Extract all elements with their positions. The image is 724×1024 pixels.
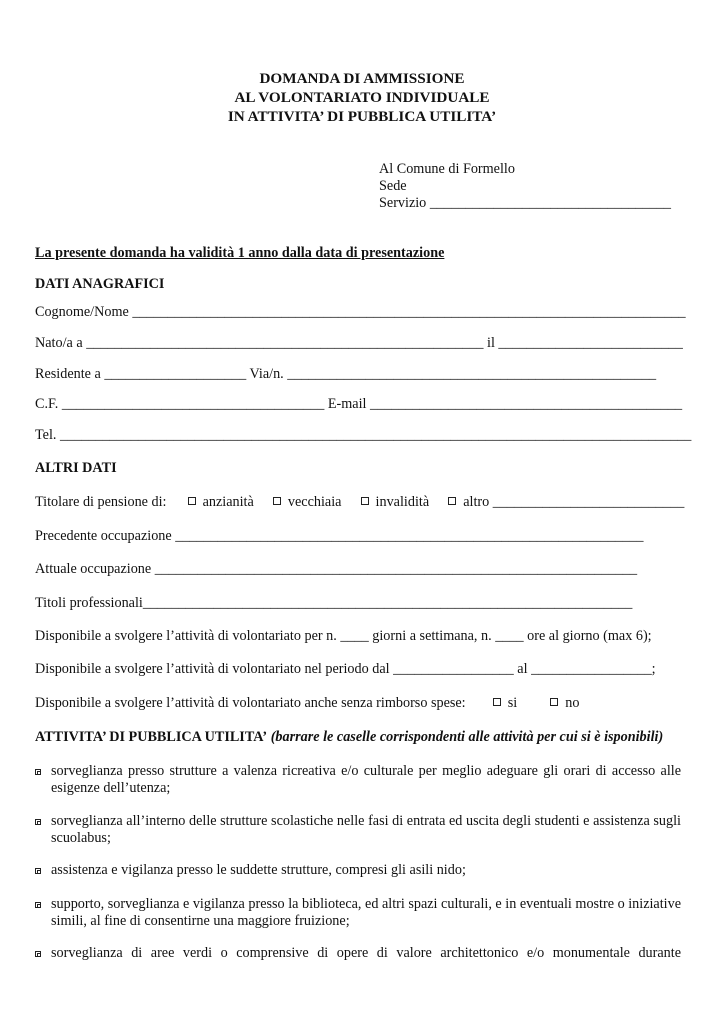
option-si: si — [507, 695, 518, 711]
attuale-occupazione-field[interactable]: Attuale occupazione ____________________________________________________________________ — [35, 561, 638, 577]
dati-anagrafici-heading: DATI ANAGRAFICI — [35, 276, 165, 292]
attivita-heading-row — [35, 729, 663, 746]
checkbox-si[interactable] — [493, 698, 501, 706]
title-line-2: AL VOLONTARIATO INDIVIDUALE — [234, 89, 490, 106]
checkbox-attivita-2[interactable] — [35, 819, 41, 825]
checkbox-altro[interactable] — [448, 497, 456, 505]
altri-dati-heading: ALTRI DATI — [35, 460, 117, 476]
recipient-line-2: Sede — [379, 178, 407, 194]
attivita-item-1: sorveglianza presso strutture a valenza ricreativa e/o culturale per meglio adeguare gli orari di accesso alle esigenze dell’utenza; — [51, 763, 681, 796]
option-invalidita: invalidità — [375, 494, 430, 510]
option-anzianita: anzianità — [202, 494, 254, 510]
residenza-field[interactable]: Residente a ____________________ Via/n. ____________________________________________________ — [35, 366, 657, 382]
recipient-service-field[interactable]: Servizio __________________________________ — [379, 195, 672, 211]
checkbox-attivita-4[interactable] — [35, 902, 41, 908]
option-no: no — [565, 695, 580, 711]
validity-note: La presente domanda ha validità 1 anno dalla data di presentazione — [35, 245, 445, 261]
title-line-3: IN ATTIVITA’ DI PUBBLICA UTILITA’ — [227, 108, 497, 125]
luogo-data-nascita-field[interactable]: Nato/a a ________________________________________________________ il __________________________ — [35, 335, 683, 351]
disponibilita-periodo-field[interactable]: Disponibile a svolgere l’attività di volontariato nel periodo dal _________________ al _________________; — [35, 661, 656, 677]
attivita-note: (barrare le caselle corrispondenti alle attività per cui si è isponibili) — [270, 729, 664, 745]
cf-email-field[interactable]: C.F. _____________________________________ E-mail ____________________________________________ — [35, 396, 683, 412]
attivita-heading: ATTIVITA’ DI PUBBLICA UTILITA’ — [35, 729, 268, 745]
checkbox-no[interactable] — [550, 698, 558, 706]
rimborso-row — [35, 695, 579, 712]
attivita-item-4: supporto, sorveglianza e vigilanza presso la biblioteca, ed altri spazi culturali, e in eventuali mostre o iniziative simili, al fine di consentirne una maggiore fruizione; — [51, 896, 681, 929]
pensione-row — [35, 494, 684, 511]
pensione-label: Titolare di pensione di: — [35, 494, 167, 510]
titoli-professionali-field[interactable]: Titoli professionali_____________________________________________________________________ — [35, 595, 633, 611]
recipient-line-1: Al Comune di Formello — [379, 161, 515, 177]
option-vecchiaia: vecchiaia — [287, 494, 342, 510]
attivita-item-5: sorveglianza di aree verdi o comprensive di opere di valore architettonico e/o monumentale durante — [51, 945, 681, 961]
checkbox-attivita-1[interactable] — [35, 769, 41, 775]
attivita-item-3: assistenza e vigilanza presso le suddette strutture, compresi gli asili nido; — [51, 862, 466, 878]
telefono-field[interactable]: Tel. _________________________________________________________________________________________ — [35, 427, 692, 443]
precedente-occupazione-field[interactable]: Precedente occupazione __________________________________________________________________ — [35, 528, 644, 544]
rimborso-label: Disponibile a svolgere l’attività di volontariato anche senza rimborso spese: — [35, 695, 466, 711]
cognome-nome-field[interactable]: Cognome/Nome ______________________________________________________________________________ — [35, 304, 686, 320]
checkbox-attivita-3[interactable] — [35, 868, 41, 874]
attivita-item-2: sorveglianza all’interno delle strutture scolastiche nelle fasi di entrata ed uscita degli studenti e assistenza sugli scuolabus; — [51, 813, 681, 846]
checkbox-attivita-5[interactable] — [35, 951, 41, 957]
title-line-1: DOMANDA DI AMMISSIONE — [259, 70, 465, 87]
checkbox-vecchiaia[interactable] — [273, 497, 281, 505]
option-altro-field[interactable]: altro ___________________________ — [463, 494, 685, 510]
disponibilita-giorni-field[interactable]: Disponibile a svolgere l’attività di volontariato per n. ____ giorni a settimana, n. ____ ore al giorno (max 6); — [35, 628, 652, 644]
checkbox-anzianita[interactable] — [188, 497, 196, 505]
checkbox-invalidita[interactable] — [361, 497, 369, 505]
